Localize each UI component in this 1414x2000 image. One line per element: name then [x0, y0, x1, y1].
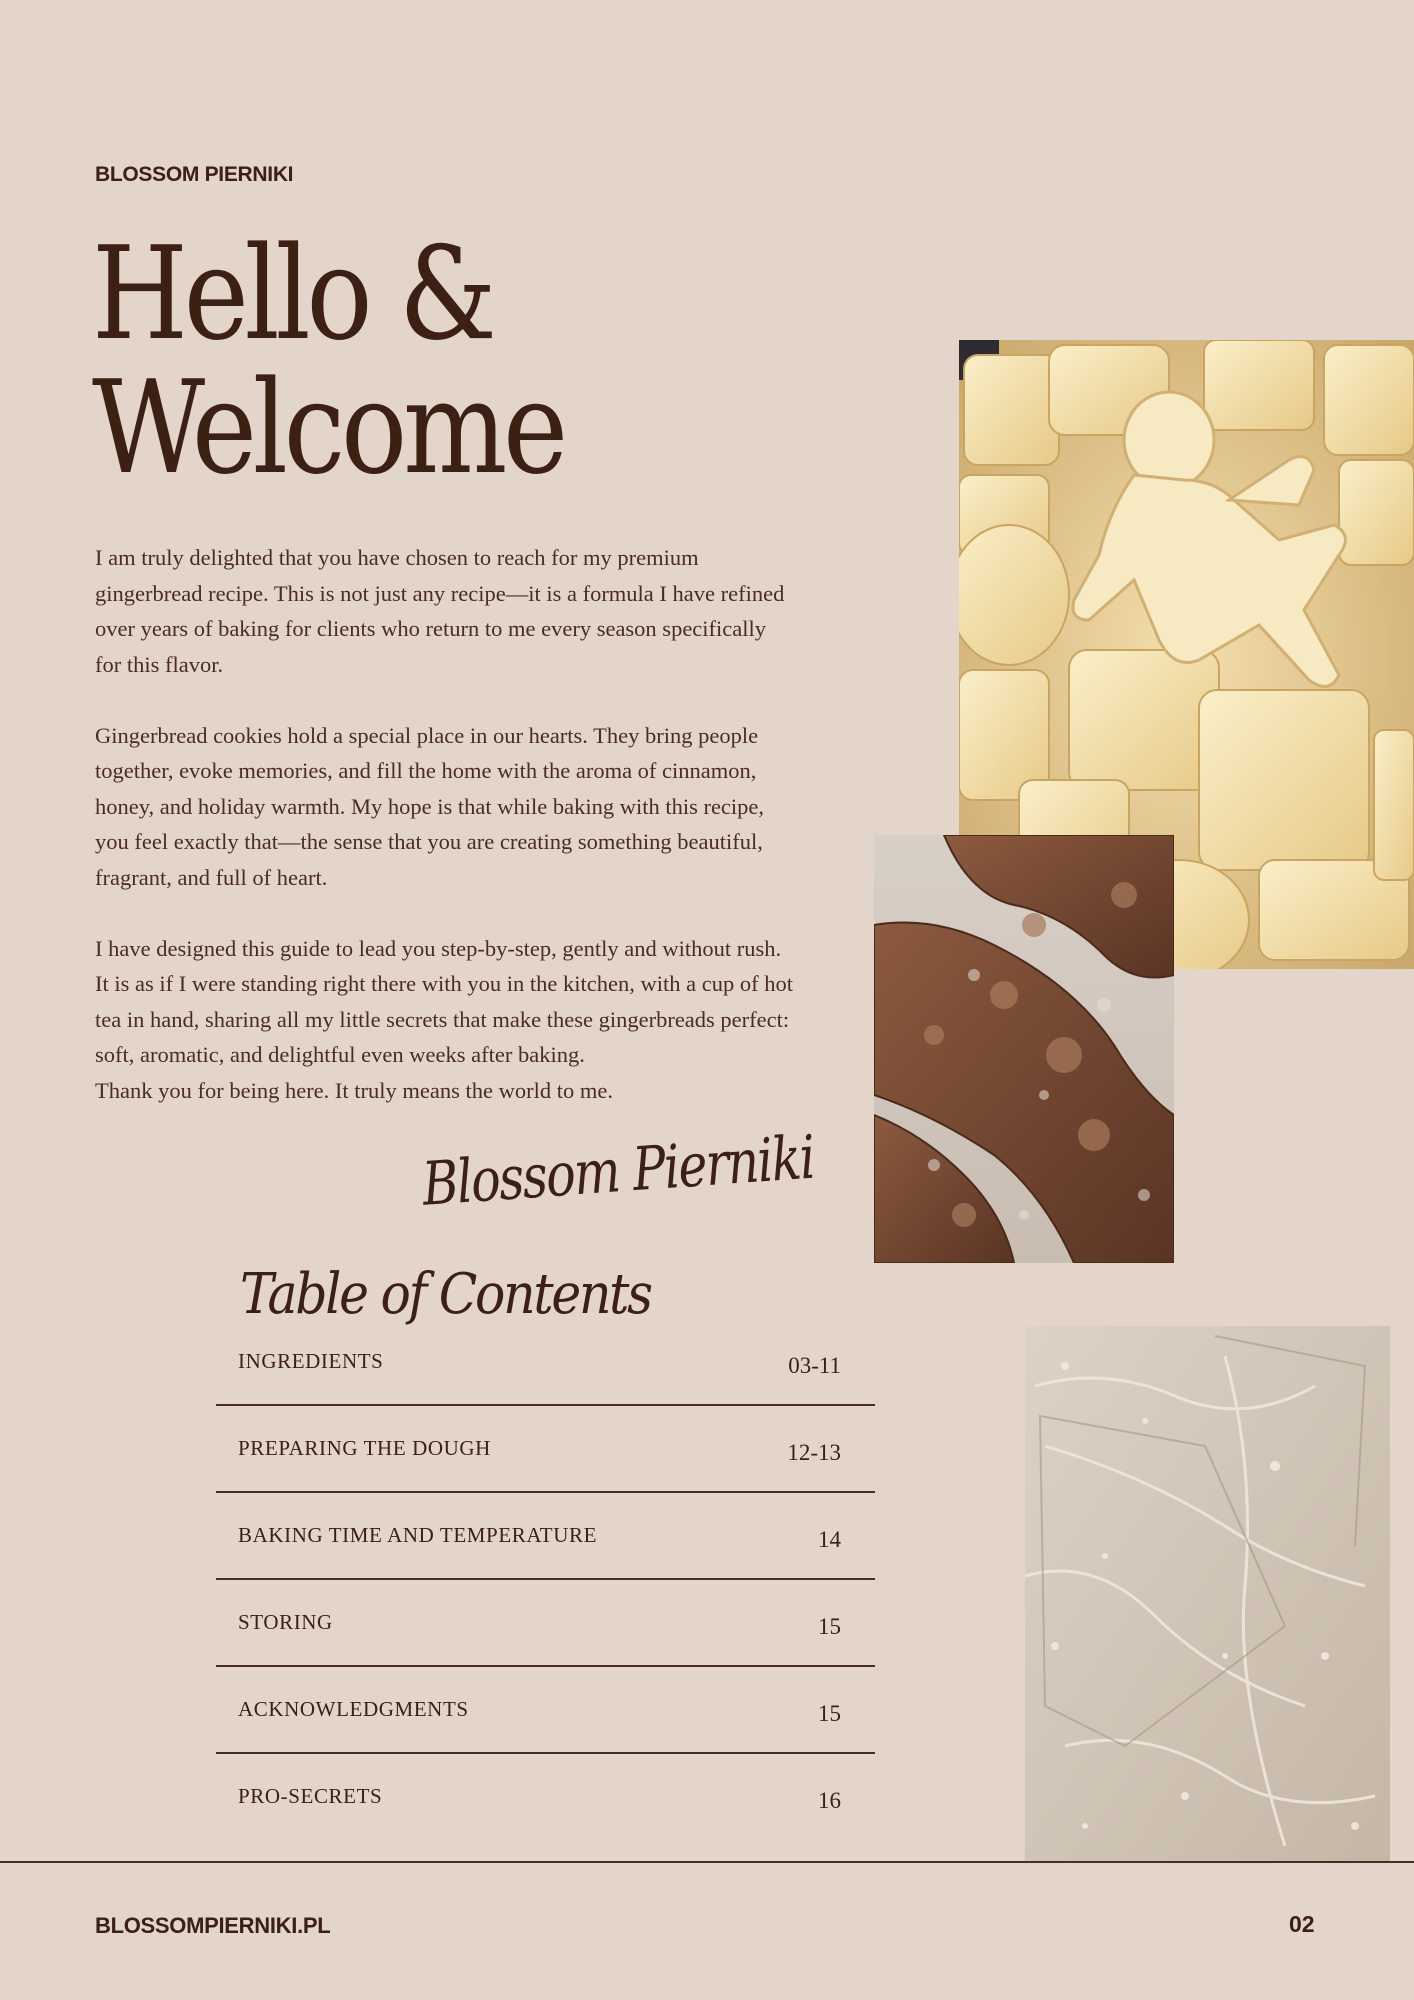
- footer-divider: [0, 1861, 1414, 1863]
- intro-text: [95, 540, 795, 1108]
- toc-item-label: ACKNOWLEDGMENTS: [238, 1697, 469, 1721]
- toc-item-page: 15: [818, 1701, 841, 1726]
- toc-item-page: 12-13: [787, 1440, 841, 1465]
- toc-item-label: INGREDIENTS: [238, 1349, 384, 1373]
- toc-row[interactable]: [216, 1580, 875, 1667]
- headline-line-2: Welcome: [92, 354, 564, 503]
- intro-paragraph: I am truly delighted that you have chosen to reach for my premium gingerbread recipe. This is not just any recipe—it is a formula I have refined over years of baking for clients who return to me every season specifically for this flavor.: [95, 545, 785, 677]
- toc-item-page: 14: [818, 1527, 841, 1552]
- flour-texture-photo: [1025, 1326, 1390, 1862]
- page-headline: [92, 220, 564, 503]
- toc-item-page: 16: [818, 1788, 841, 1813]
- toc-item-page: 15: [818, 1614, 841, 1639]
- toc-item-label: PREPARING THE DOUGH: [238, 1436, 491, 1460]
- toc-row[interactable]: [216, 1667, 875, 1754]
- signature: Blossom Pierniki: [420, 1122, 817, 1220]
- toc-row[interactable]: [216, 1406, 875, 1493]
- toc-item-page: 03-11: [788, 1353, 841, 1378]
- intro-paragraph: Thank you for being here. It truly means the world to me.: [95, 1077, 613, 1103]
- gingerbread-dough-photo: [874, 835, 1174, 1263]
- page-number: 02: [1289, 1911, 1315, 1937]
- toc-title: Table of Contents: [240, 1262, 651, 1327]
- intro-paragraph: I have designed this guide to lead you step-by-step, gently and without rush. It is as if I were standing right there with you in the kitchen, with a cup of hot tea in hand, sharing all my little secrets that make these gingerbreads perfect: soft, aromatic, and delightful even weeks after baking.: [95, 935, 793, 1067]
- footer-website-link[interactable]: BLOSSOMPIERNIKI.PL: [95, 1913, 331, 1938]
- brand-header: BLOSSOM PIERNIKI: [95, 163, 294, 186]
- table-of-contents: [216, 1319, 875, 1839]
- toc-row[interactable]: [216, 1493, 875, 1580]
- toc-item-label: PRO-SECRETS: [238, 1784, 383, 1808]
- intro-paragraph: Gingerbread cookies hold a special place in our hearts. They bring people together, evoke memories, and fill the home with the aroma of cinnamon, honey, and holiday warmth. My hope is that while baking with this recipe, you feel exactly that—the sense that you are creating something beautiful, fragrant, and full of heart.: [95, 722, 765, 890]
- toc-item-label: STORING: [238, 1610, 333, 1634]
- toc-item-label: BAKING TIME AND TEMPERATURE: [238, 1523, 598, 1547]
- headline-line-1: Hello &: [92, 220, 493, 369]
- toc-row[interactable]: [216, 1754, 875, 1839]
- toc-row[interactable]: [216, 1319, 875, 1406]
